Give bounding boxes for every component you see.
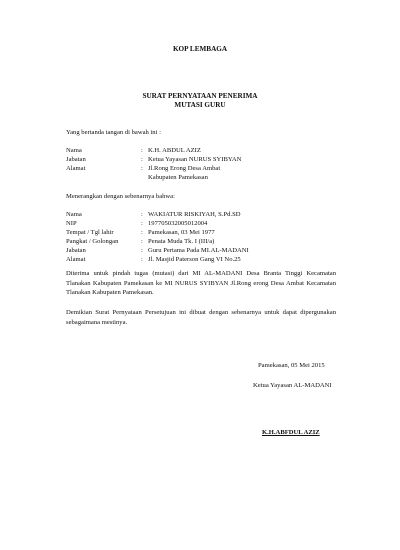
field-colon: : <box>141 238 143 245</box>
field-value: Pamekasan, 03 Mei 1977 <box>148 229 215 236</box>
field-colon: : <box>141 211 143 218</box>
field-label: Tempat / Tgl lahir <box>66 229 114 236</box>
field-colon: : <box>141 147 143 154</box>
field-label: Alamat <box>66 256 86 263</box>
field-colon: : <box>141 220 143 227</box>
field-value: 197705032005012004 <box>148 220 208 227</box>
field-label: Jabatan <box>66 247 86 254</box>
field-value: Ketua Yayasan NURUS SYIBYAN <box>148 156 242 163</box>
field-label: Alamat <box>66 165 86 172</box>
signature-name: K.H.ABFDUL AZIZ <box>262 429 320 436</box>
field-label: Pangkat / Golongan <box>66 238 119 245</box>
intro-text: Yang bertanda tangan di bawah ini : <box>66 129 161 136</box>
field-value: WAKIATUR RISKIYAH, S.Pd.SD <box>148 211 241 218</box>
declare-text: Menerangkan dengan sebenarnya bahwa: <box>66 193 175 200</box>
signature-position: Ketua Yayasan AL-MADANI <box>253 382 332 389</box>
field-colon: : <box>141 256 143 263</box>
letterhead-title: KOP LEMBAGA <box>172 45 228 53</box>
field-colon: : <box>141 247 143 254</box>
field-value: K.H. ABDUL AZIZ <box>148 147 201 154</box>
body-paragraph-closing: Demikian Surat Pernyataan Persetujuan ini dibuat dengan sebenarnya untuk dapat dipergunakan sebagaimana mestinya. <box>66 309 336 326</box>
field-label: NIP <box>66 220 77 227</box>
field-value: Jl. Masjid Paterson Gang VI No.25 <box>148 256 241 263</box>
field-colon: : <box>141 156 143 163</box>
field-value: Penata Muda Tk. I (III/a) <box>148 238 215 245</box>
field-value: Guru Pertama Pada MI.AL-MADANI <box>148 247 249 254</box>
field-value: Jl.Rong Erong Desa Ambat <box>148 165 221 172</box>
field-label: Nama <box>66 211 82 218</box>
field-label: Jabatan <box>66 156 86 163</box>
field-colon: : <box>141 229 143 236</box>
field-label: Nama <box>66 147 82 154</box>
letter-heading-line2: MUTASI GURU <box>174 101 226 109</box>
signature-place-date: Pamekasan, 05 Mei 2015 <box>258 362 325 369</box>
field-value: Kabupaten Pamekasan <box>148 174 208 181</box>
letter-heading-line1: SURAT PERNYATAAN PENERIMA <box>142 92 258 100</box>
field-colon: : <box>141 165 143 172</box>
body-paragraph-transfer: Diterima untuk pindah tugas (mutasi) dari MI AL-MADANI Desa Branta Tinggi Kecamatan Tlanakan Kabupaten Pamekasan ke MI NURUS SYIBYAN Jl.Rong erong Desa Ambat Kecamatan Tlanakan Kabupaten Pamekasan. <box>66 270 336 296</box>
